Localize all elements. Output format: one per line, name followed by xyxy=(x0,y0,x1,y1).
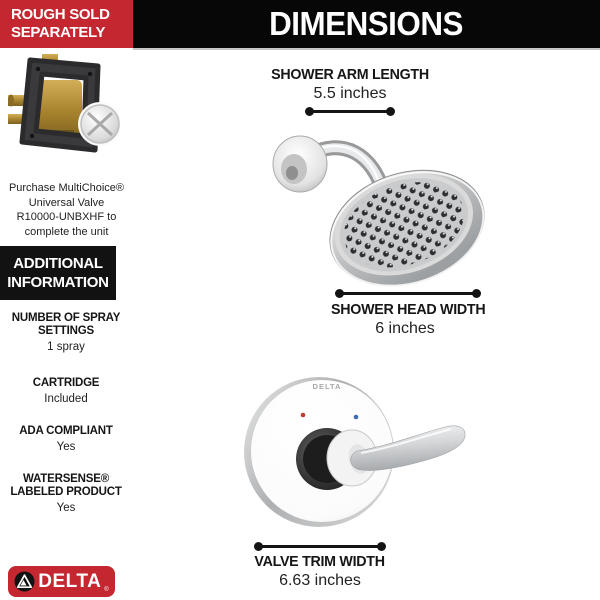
spec-label: NUMBER OF SPRAY SETTINGS xyxy=(11,312,121,337)
purchase-note xyxy=(0,181,133,239)
rough-valve-image xyxy=(8,52,120,180)
shower-head-width-value: 6 inches xyxy=(375,320,435,337)
purchase-note-line: Universal Valve xyxy=(28,196,105,209)
spec-watersense xyxy=(0,473,132,515)
purchase-note-line: R10000-UNBXHF to xyxy=(16,211,117,223)
valve-trim-width-value: 6.63 inches xyxy=(279,572,361,589)
spec-ada-compliant xyxy=(0,425,132,454)
spec-value: Yes xyxy=(56,441,76,453)
shower-head-width-label: SHOWER HEAD WIDTH xyxy=(330,301,486,318)
valve-trim-dimension-line xyxy=(257,545,383,548)
additional-information-header: ADDITIONAL INFORMATION xyxy=(0,246,116,300)
shower-head-image xyxy=(255,112,490,297)
dimensions-header-bar xyxy=(133,0,600,48)
spec-value: 1 spray xyxy=(47,341,85,353)
spec-label: CARTRIDGE xyxy=(32,377,100,389)
spec-label: WATERSENSE® LABELED PRODUCT xyxy=(10,473,122,498)
shower-head-dimension-line xyxy=(338,292,478,295)
rough-sold-separately-banner: ROUGH SOLD SEPARATELY xyxy=(0,0,133,48)
shower-arm-length-label: SHOWER ARM LENGTH xyxy=(271,66,429,83)
page-title: DIMENSIONS xyxy=(269,5,464,42)
delta-brand-logo xyxy=(8,566,115,597)
purchase-note-line: complete the unit xyxy=(24,225,109,238)
hot-indicator-dot xyxy=(301,413,306,418)
registered-mark: ® xyxy=(104,587,109,593)
spec-cartridge xyxy=(0,377,132,406)
spec-label: ADA COMPLIANT xyxy=(19,425,113,437)
purchase-note-line: Purchase MultiChoice® xyxy=(8,182,125,194)
spec-number-of-spray-settings xyxy=(0,312,132,354)
valve-trim-width-label: VALVE TRIM WIDTH xyxy=(254,553,386,570)
delta-logo-text: DELTA xyxy=(38,571,102,592)
cold-indicator-dot xyxy=(354,415,359,420)
header-divider xyxy=(133,48,600,50)
trim-plate-brand-text: DELTA xyxy=(312,382,342,391)
shower-arm-length-value: 5.5 inches xyxy=(313,85,387,102)
spec-value: Included xyxy=(44,393,88,405)
delta-triangle-icon xyxy=(14,571,35,592)
spec-value: Yes xyxy=(56,502,76,514)
valve-trim-image xyxy=(235,365,485,545)
